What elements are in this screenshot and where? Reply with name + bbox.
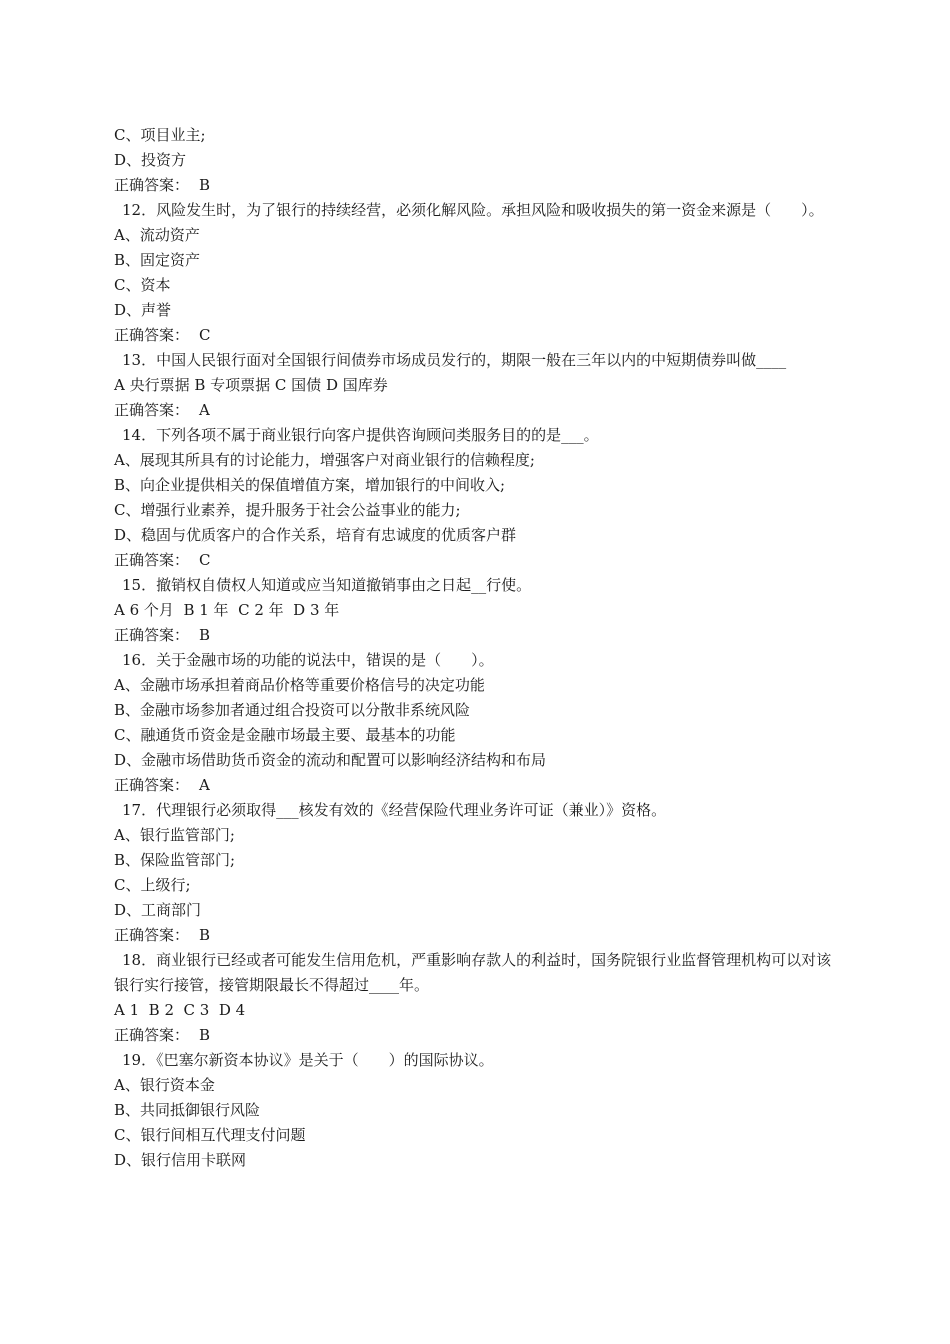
option-text: C、增强行业素养，提升服务于社会公益事业的能力; (114, 501, 461, 519)
option-text: D、声誉 (114, 301, 172, 319)
answer-label: 正确答案： (114, 401, 190, 419)
question-text: 15．撤销权自债权人知道或应当知道撤销事由之日起__行使。 (122, 576, 532, 594)
answer-value: C (199, 326, 211, 344)
answer-label: 正确答案： (114, 776, 190, 794)
answer-label: 正确答案： (114, 326, 190, 344)
option-text: B、金融市场参加者通过组合投资可以分散非系统风险 (114, 701, 471, 719)
option-text: B、固定资产 (114, 251, 201, 269)
option-text: A 1 B 2 C 3 D 4 (114, 1001, 246, 1019)
question-text: 16．关于金融市场的功能的说法中，错误的是（ ）。 (122, 651, 494, 669)
correct-answer (114, 1023, 839, 1048)
question-text: 19．《巴塞尔新资本协议》是关于（ ）的国际协议。 (122, 1051, 494, 1069)
option-text: A 6 个月 B 1 年 C 2 年 D 3 年 (114, 601, 340, 619)
option-text: C、上级行; (114, 876, 191, 894)
correct-answer (114, 173, 839, 198)
correct-answer (114, 773, 839, 798)
answer-value: A (199, 401, 210, 419)
option-text: A 央行票据 B 专项票据 C 国债 D 国库券 (114, 376, 388, 394)
option-text: B、共同抵御银行风险 (114, 1101, 261, 1119)
option-text: D、投资方 (114, 151, 187, 169)
answer-label: 正确答案： (114, 1026, 190, 1044)
correct-answer (114, 923, 839, 948)
answer-value: B (199, 1026, 211, 1044)
correct-answer (114, 398, 839, 423)
question-text: 12．风险发生时，为了银行的持续经营，必须化解风险。承担风险和吸收损失的第一资金来源是（ ）。 (122, 201, 824, 219)
option-text: D、金融市场借助货币资金的流动和配置可以影响经济结构和布局 (114, 751, 547, 769)
option-text: C、银行间相互代理支付问题 (114, 1126, 306, 1144)
answer-label: 正确答案： (114, 926, 190, 944)
option-text: A、银行资本金 (114, 1076, 215, 1094)
question-list (114, 123, 839, 1173)
question-text: 13．中国人民银行面对全国银行间债券市场成员发行的，期限一般在三年以内的中短期债券叫做____ (122, 351, 787, 369)
option-text: D、稳固与优质客户的合作关系，培育有忠诚度的优质客户群 (114, 526, 517, 544)
option-text: A、展现其所具有的讨论能力，增强客户对商业银行的信赖程度; (114, 451, 535, 469)
answer-value: A (199, 776, 210, 794)
correct-answer (114, 548, 839, 573)
option-text: A、流动资产 (114, 226, 200, 244)
option-text: C、融通货币资金是金融市场最主要、最基本的功能 (114, 726, 456, 744)
option-text: B、保险监管部门; (114, 851, 236, 869)
option-text: A、金融市场承担着商品价格等重要价格信号的决定功能 (114, 676, 485, 694)
question-text: 17．代理银行必须取得___核发有效的《经营保险代理业务许可证（兼业）》资格。 (122, 801, 667, 819)
correct-answer (114, 323, 839, 348)
option-text: D、工商部门 (114, 901, 202, 919)
answer-label: 正确答案： (114, 626, 190, 644)
answer-value: B (199, 626, 211, 644)
answer-value: B (199, 926, 211, 944)
option-text: C、资本 (114, 276, 171, 294)
question-text: 14．下列各项不属于商业银行向客户提供咨询顾问类服务目的的是___。 (122, 426, 599, 444)
option-text: D、银行信用卡联网 (114, 1151, 247, 1169)
option-text: A、银行监管部门; (114, 826, 235, 844)
answer-label: 正确答案： (114, 176, 190, 194)
option-text: B、向企业提供相关的保值增值方案，增加银行的中间收入; (114, 476, 506, 494)
answer-value: C (199, 551, 211, 569)
option-text: C、项目业主; (114, 126, 206, 144)
answer-value: B (199, 176, 211, 194)
correct-answer (114, 623, 839, 648)
question-text: 18．商业银行已经或者可能发生信用危机，严重影响存款人的利益时，国务院银行业监督管理机构可以对该银行实行接管，接管期限最长不得超过____年。 (114, 951, 832, 994)
answer-label: 正确答案： (114, 551, 190, 569)
